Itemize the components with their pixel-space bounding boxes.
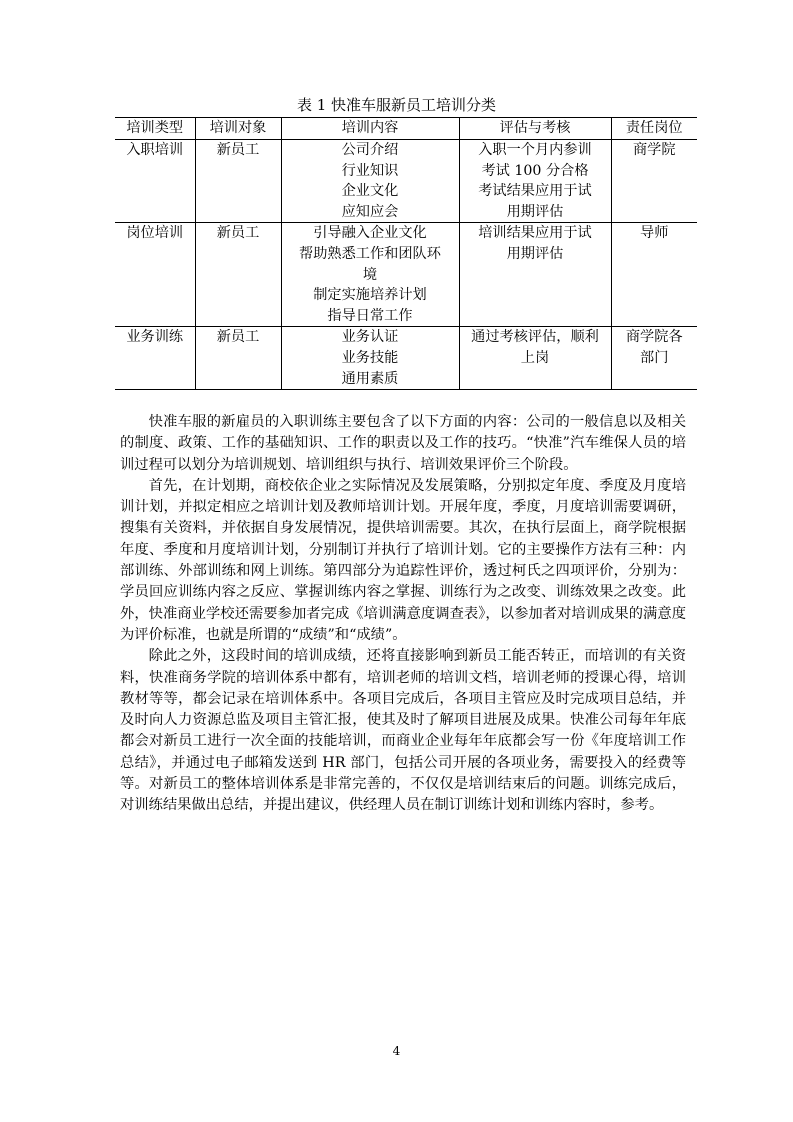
cell-target: 新员工: [195, 140, 281, 223]
cell-type: 业务训练: [115, 327, 195, 390]
content-line: 引导融入企业文化: [313, 225, 427, 242]
cell-content: [281, 327, 459, 390]
content-line: 行业知识: [341, 162, 399, 179]
content-line: 业务技能: [341, 349, 399, 366]
table-caption: 表 1 快准车服新员工培训分类: [296, 96, 497, 114]
content-line: 应知应会: [341, 203, 399, 220]
header-target: 培训对象: [195, 118, 281, 140]
paragraph: 快准车服的新雇员的入职训练主要包含了以下方面的内容：公司的一般信息以及相关的制度、政策、工作的基础知识、工作的职责以及工作的技巧。“快准”汽车维保人员的培训过程可以划分为培训规划、培训组织与执行、培训效果评价三个阶段。: [120, 414, 686, 473]
assessment-line: 通过考核评估，顺利: [471, 329, 599, 346]
assessment-line: 用期评估: [506, 245, 564, 262]
owner-line: 商学院各: [625, 329, 683, 346]
header-owner: 责任岗位: [611, 118, 697, 140]
training-table: [115, 117, 697, 390]
table-header-row: [115, 118, 697, 140]
content-line: 制定实施培养计划: [313, 287, 427, 304]
page-number: 4: [392, 1044, 401, 1058]
cell-type: 岗位培训: [115, 223, 195, 327]
assessment-line: 考试结果应用于试: [478, 183, 592, 200]
cell-content: [281, 223, 459, 327]
content-line: 业务认证: [341, 329, 399, 346]
table-row: [115, 327, 697, 390]
header-content: 培训内容: [281, 118, 459, 140]
cell-content: [281, 140, 459, 223]
content-line: 企业文化: [341, 183, 399, 200]
cell-assessment: [459, 140, 611, 223]
content-line: 公司介绍: [341, 142, 399, 158]
content-line: 帮助熟悉工作和团队环: [299, 245, 441, 262]
owner-line: 商学院: [632, 142, 676, 158]
cell-type: 入职培训: [115, 140, 195, 223]
table-row: [115, 223, 697, 327]
paragraph: 除此之外，这段时间的培训成绩，还将直接影响到新员工能否转正，而培训的有关资料，快准商务学院的培训体系中都有，培训老师的培训文档，培训老师的授课心得，培训教材等等，都会记录在培训体系中。各项目完成后，各项目主管应及时完成项目总结，并及时向人力资源总监及项目主管汇报，使其及时了解项目进展及成果。快准公司每年年底都会对新员工进行一次全面的技能培训，而商业企业每年年底都会写一份《年度培训工作总结》，并通过电子邮箱发送到 HR 部门，包括公司开展的各项业务，需要投入的经费等等。对新员工的整体培训体系是非常完善的，不仅仅是培训结束后的问题。训练完成后，对训练结果做出总结，并提出建议，供经理人员在制订训练计划和训练内容时，参考。: [120, 648, 686, 814]
body-text: [120, 412, 686, 817]
assessment-line: 培训结果应用于试: [478, 225, 592, 242]
paragraph: 首先，在计划期，商校依企业之实际情况及发展策略，分别拟定年度、季度及月度培训计划，并拟定相应之培训计划及教师培训计划。开展年度，季度，月度培训需要调研，搜集有关资料，并依据自身发展情况，提供培训需要。其次，在执行层面上，商学院根据年度、季度和月度培训计划，分别制订并执行了培训计划。它的主要操作方法有三种：内部训练、外部训练和网上训练。第四部分为追踪性评价，透过柯氏之四项评价，分别为：学员回应训练内容之反应、掌握训练内容之掌握、训练行为之改变、训练效果之改变。此外，快准商业学校还需要参加者完成《培训满意度调查表》，以参加者对培训成果的满意度为评价标准，也就是所谓的“成绩”和“成绩”。: [120, 477, 686, 643]
cell-assessment: [459, 327, 611, 390]
cell-target: 新员工: [195, 223, 281, 327]
assessment-line: 上岗: [520, 349, 550, 366]
content-line: 境: [362, 266, 378, 283]
cell-owner: [611, 223, 697, 327]
table-row: [115, 140, 697, 223]
content-line: 指导日常工作: [327, 307, 413, 324]
owner-line: 部门: [640, 349, 669, 366]
assessment-line: 考试 100 分合格: [481, 162, 589, 179]
content-line: 通用素质: [341, 370, 399, 387]
header-type: 培训类型: [115, 118, 195, 140]
cell-owner: [611, 140, 697, 223]
cell-target: 新员工: [195, 327, 281, 390]
cell-owner: [611, 327, 697, 390]
header-assessment: 评估与考核: [459, 118, 611, 140]
assessment-line: 入职一个月内参训: [478, 142, 592, 158]
assessment-line: 用期评估: [506, 203, 564, 220]
cell-assessment: [459, 223, 611, 327]
owner-line: 导师: [640, 225, 669, 242]
